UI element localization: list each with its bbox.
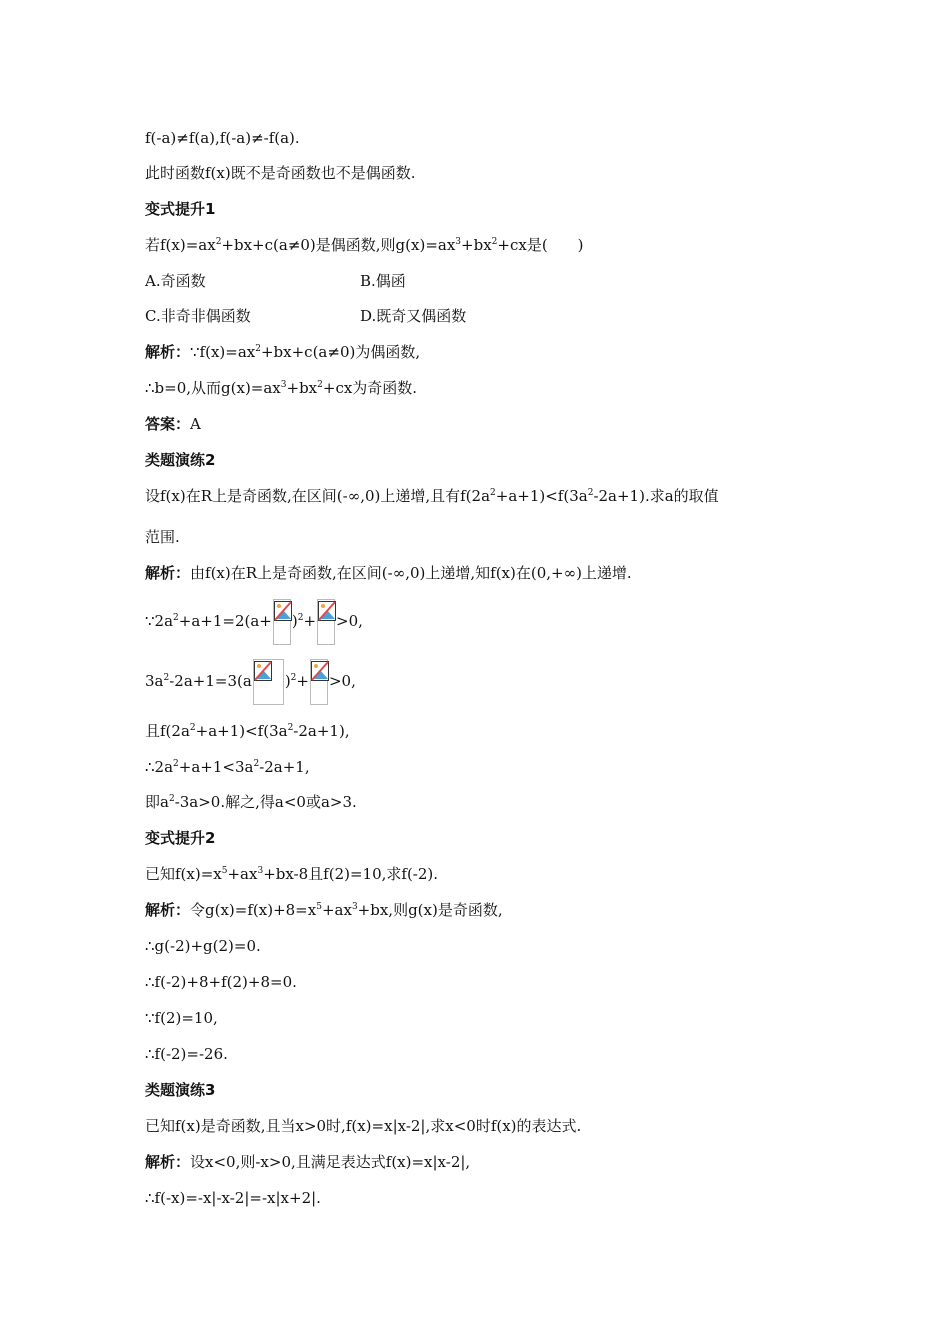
options-row: [145, 306, 467, 326]
broken-image-icon: [317, 599, 335, 645]
options-row: [145, 271, 406, 291]
text-line: ∴g(-2)+g(2)=0.: [145, 937, 261, 955]
text-line: ∴f(-2)=-26.: [145, 1045, 228, 1063]
broken-image-icon: [253, 659, 284, 705]
question-line: 已知f(x)是奇函数,且当x>0时,f(x)=x|x-2|,求x<0时f(x)的表达式.: [145, 1117, 582, 1135]
question-line: 若$f(x)=ax^2+bx+c(a\ne 0)$是偶函数,则$g(x)=ax^3+bx^2+cx$是( ): [145, 236, 584, 254]
analysis-line: 解析：$\because f(x)=ax^2+bx+c(a\ne 0)$为偶函数,: [145, 343, 421, 361]
text-line: ∴f(-2)+8+f(2)+8=0.: [145, 973, 297, 991]
option-d: D.既奇又偶函数: [360, 307, 467, 325]
analysis-line: 解析：设x<0,则-x>0,且满足表达式f(x)=x|x-2|,: [145, 1153, 471, 1171]
analysis-label: 解析：: [145, 343, 191, 361]
equation-line: 即$a^2-3a>0$.解之,得a<0或a>3.: [145, 793, 357, 811]
text-line: ∴f(-x)=-x|-x-2|=-x|x+2|.: [145, 1189, 321, 1207]
analysis-label: 解析：: [145, 564, 191, 582]
equation-line: $\therefore 2a^2+a+1<3a^2-2a+1$,: [145, 758, 310, 776]
section-heading: 类题演练2: [145, 451, 216, 469]
question-line: 已知$f(x)=x^5+ax^3+bx-8$且f(2)=10,求f(-2).: [145, 865, 439, 883]
question-line: 设f(x)在R上是奇函数,在区间(-∞,0)上递增,且有$f(2a^2+a+1)<f(3a^2-2a+1)$.求a的取值: [145, 487, 719, 505]
answer-label: 答案：: [145, 415, 191, 433]
text-line: 范围.: [145, 528, 180, 546]
section-heading: 变式提升1: [145, 200, 216, 218]
analysis-label: 解析：: [145, 901, 191, 919]
analysis-label: 解析：: [145, 1153, 191, 1171]
option-a: A.奇函数: [145, 272, 206, 290]
text-line: f(-a)≠f(a),f(-a)≠-f(a).: [145, 129, 300, 147]
equation-line: $3a^2-2a+1=3(a$ )$^2$+ >0,: [145, 658, 356, 705]
analysis-line: 解析：令$g(x)=f(x)+8=x^5+ax^3+bx$,则g(x)是奇函数,: [145, 901, 503, 919]
option-b: B.偶函: [360, 272, 406, 290]
equation-line: 且$f(2a^2+a+1)<f(3a^2-2a+1)$,: [145, 722, 350, 740]
equation-line: $\because 2a^2+a+1=2(a+$ )$^2$+ >0,: [145, 598, 363, 645]
answer-line: [145, 414, 201, 434]
text-line: ∴b=0,从而$g(x)=ax^3+bx^2+cx$为奇函数.: [145, 379, 418, 397]
analysis-line: 解析：由f(x)在R上是奇函数,在区间(-∞,0)上递增,知f(x)在(0,+∞)上递增.: [145, 564, 632, 582]
section-heading: 变式提升2: [145, 829, 216, 847]
text-line: ∵f(2)=10,: [145, 1009, 218, 1027]
answer-value: A: [190, 415, 201, 433]
option-c: C.非奇非偶函数: [145, 307, 251, 325]
broken-image-icon: [273, 599, 291, 645]
broken-image-icon: [310, 659, 328, 705]
section-heading: 类题演练3: [145, 1081, 216, 1099]
text-line: 此时函数f(x)既不是奇函数也不是偶函数.: [145, 164, 416, 182]
